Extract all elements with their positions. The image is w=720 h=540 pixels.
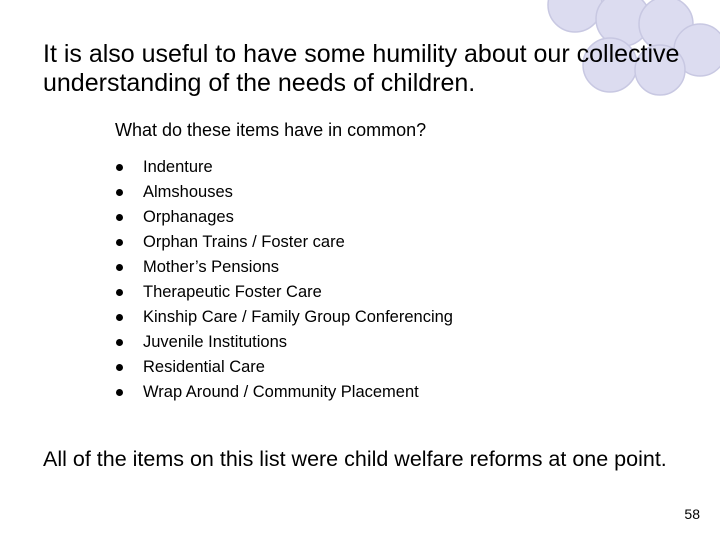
list-item-label: Orphanages xyxy=(143,208,234,226)
list-item xyxy=(115,155,453,180)
conclusion-text: All of the items on this list were child welfare reforms at one point. xyxy=(43,447,667,471)
bullet-icon xyxy=(116,339,123,346)
list-item xyxy=(115,330,453,355)
question-text: What do these items have in common? xyxy=(115,120,427,140)
list-item xyxy=(115,305,453,330)
page-number: 58 xyxy=(684,506,700,522)
list-item-label: Therapeutic Foster Care xyxy=(143,283,322,301)
list-item-label: Mother’s Pensions xyxy=(143,258,280,276)
bullet-icon xyxy=(116,364,123,371)
list-item xyxy=(115,180,453,205)
list-item xyxy=(115,355,453,380)
bullet-icon xyxy=(116,239,123,246)
bullet-icon xyxy=(116,164,123,171)
list-item xyxy=(115,205,453,230)
bullet-icon xyxy=(116,214,123,221)
list-item-label: Indenture xyxy=(143,158,213,176)
list-item xyxy=(115,380,453,405)
bullet-icon xyxy=(116,314,123,321)
reform-list xyxy=(115,155,453,405)
list-item-label: Almshouses xyxy=(143,183,233,201)
list-item-label: Juvenile Institutions xyxy=(143,333,287,351)
slide-title: It is also useful to have some humility about our collective understanding of the needs of children. xyxy=(43,40,680,97)
list-item xyxy=(115,255,453,280)
decor-circle xyxy=(548,0,602,32)
bullet-icon xyxy=(116,389,123,396)
list-item xyxy=(115,280,453,305)
list-item-label: Residential Care xyxy=(143,358,265,376)
list-item xyxy=(115,230,453,255)
list-item-label: Wrap Around / Community Placement xyxy=(143,383,419,401)
list-item-label: Kinship Care / Family Group Conferencing xyxy=(143,308,453,326)
list-item-label: Orphan Trains / Foster care xyxy=(143,233,345,251)
bullet-icon xyxy=(116,189,123,196)
bullet-icon xyxy=(116,289,123,296)
bullet-icon xyxy=(116,264,123,271)
